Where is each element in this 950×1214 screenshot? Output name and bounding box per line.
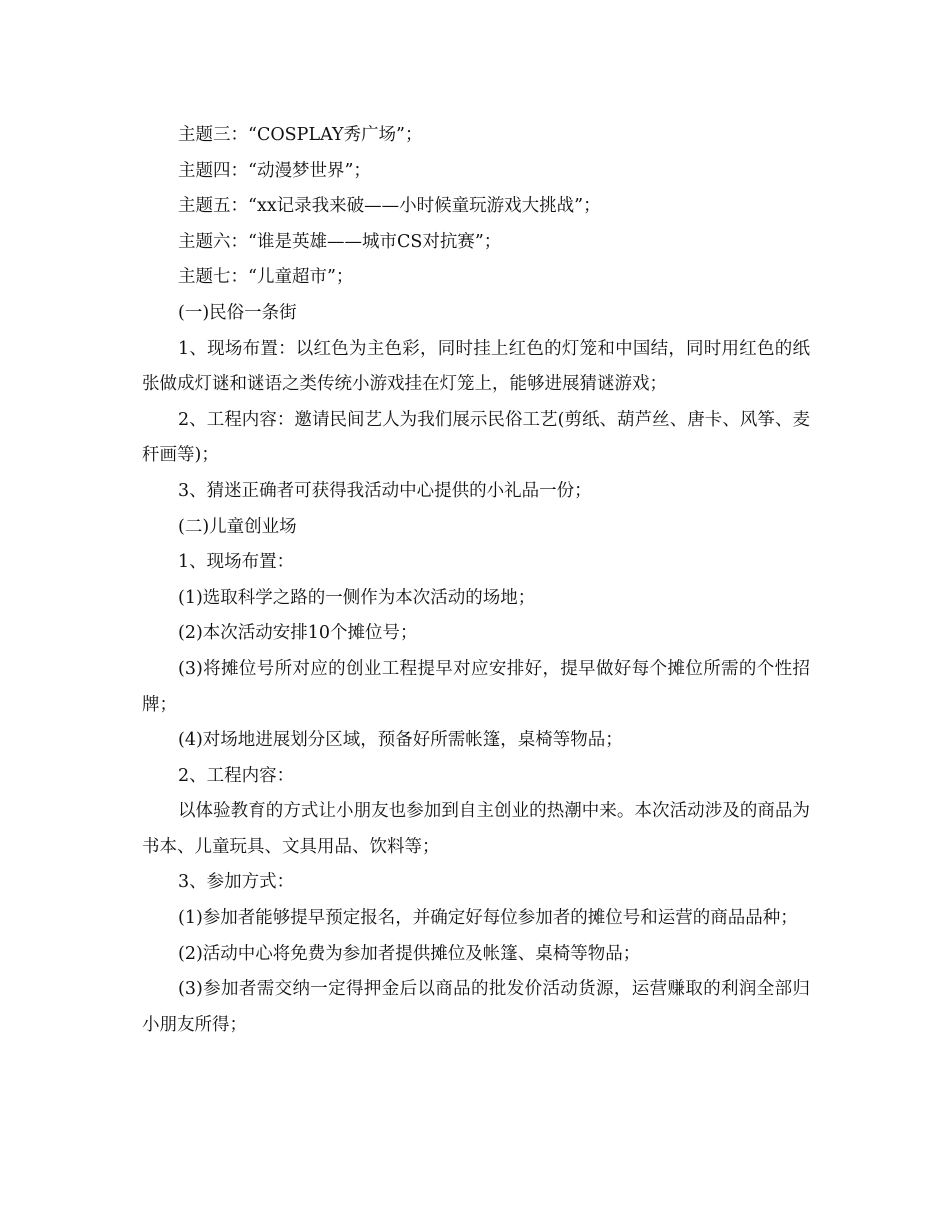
- paragraph-folk-prize: 3、猜迷正确者可获得我活动中心提供的小礼品一份；: [178, 480, 592, 501]
- list-item-layout-2: (2)本次活动安排10个摊位号；: [178, 623, 418, 644]
- list-item-participation-3: (3)参加者需交纳一定得押金后以商品的批发价活动货源，运营赚取的利润全部归小朋友所得；: [142, 979, 810, 1035]
- paragraph-theme-6: 主题六：“谁是英雄——城市CS对抗赛”；: [178, 231, 502, 252]
- paragraph-theme-4: 主题四：“动漫梦世界”；: [178, 160, 371, 181]
- section-heading-kids-business: (二)儿童创业场: [178, 516, 297, 537]
- list-item-layout-3: (3)将摊位号所对应的创业工程提早对应安排好，提早做好每个摊位所需的个性招牌；: [142, 658, 810, 715]
- section-heading-folk-street: (一)民俗一条街: [178, 302, 297, 323]
- paragraph-theme-3: 主题三：“COSPLAY秀广场”；: [178, 125, 423, 145]
- subheading-participation: 3、参加方式：: [178, 872, 295, 893]
- subheading-layout: 1、现场布置：: [178, 552, 295, 573]
- paragraph-folk-content: 2、工程内容：邀请民间艺人为我们展示民俗工艺(剪纸、葫芦丝、唐卡、风筝、麦秆画等)；: [142, 409, 810, 466]
- paragraph-business-content: 以体验教育的方式让小朋友也参加到自主创业的热潮中来。本次活动涉及的商品为书本、儿童玩具、文具用品、饮料等；: [142, 801, 810, 857]
- paragraph-folk-layout: 1、现场布置：以红色为主色彩，同时挂上红色的灯笼和中国结，同时用红色的纸张做成灯谜和谜语之类传统小游戏挂在灯笼上，能够进展猜谜游戏；: [142, 338, 810, 395]
- subheading-content: 2、工程内容：: [178, 765, 295, 786]
- list-item-layout-4: (4)对场地进展划分区域，预备好所需帐篷，桌椅等物品；: [178, 730, 623, 751]
- list-item-participation-1: (1)参加者能够提早预定报名，并确定好每位参加者的摊位号和运营的商品品种；: [178, 908, 798, 929]
- paragraph-theme-5: 主题五：“xx记录我来破——小时候童玩游戏大挑战”；: [178, 196, 601, 217]
- paragraph-theme-7: 主题七：“儿童超市”；: [178, 267, 354, 288]
- list-item-participation-2: (2)活动中心将免费为参加者提供摊位及帐篷、桌椅等物品；: [178, 943, 641, 964]
- list-item-layout-1: (1)选取科学之路的一侧作为本次活动的场地；: [178, 587, 536, 608]
- document-body: [142, 118, 810, 1043]
